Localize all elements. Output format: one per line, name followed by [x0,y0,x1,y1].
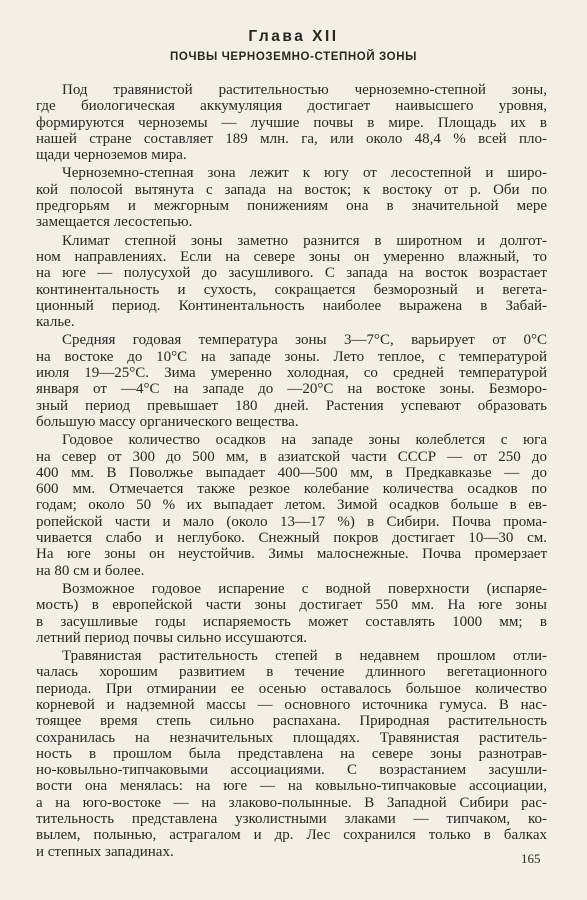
paragraph [36,232,547,331]
text-line: Травянистая растительность степей в недавнем прошлом отли- [62,648,547,665]
paragraph [36,648,547,860]
text-line: 600 мм. Отмечается также резкое колебание количества осадков по [36,481,547,498]
text-line: на 80 см и более. [36,562,145,579]
text-line: ционный период. Континентальность наиболее выражена в Забай- [36,297,547,314]
text-line: ропейской части и мало (около 13—17 %) в Сибири. Почва прома- [36,513,547,530]
text-line: периода. При отмирании ее осенью оставалось большое количество [36,680,547,697]
text-line: большую массу органического вещества. [36,413,299,430]
text-line: ность в прошлом была представлена на севере зоны разнотрав- [36,745,547,762]
text-line: а на юго-востоке — на злаково-полынные. В Западной Сибири рас- [36,794,547,811]
text-line: мость) в европейской части зоны достигает 550 мм. На юге зоны [36,597,547,614]
text-line: на юге — полусухой до засушливого. С запада на восток возрастает [36,265,547,282]
text-line: и степных западинах. [36,843,174,860]
text-line: вости она менялась: на юге — на ковыльно-типчаковые ассоциации, [36,778,547,795]
paragraph [36,580,547,646]
paragraph [36,332,547,430]
text-line: Возможное годовое испарение с водной поверхности (испаряе- [62,580,547,597]
text-line: годам; около 50 % их выпадает летом. Зимой осадков больше в ев- [36,497,547,514]
text-line: на востоке до 10°С на западе зоны. Лето теплое, с температурой [36,348,547,365]
page-number: 165 [521,851,541,866]
text-line: замещается лесостепью. [36,214,193,231]
text-line: чивается слабо и неглубоко. Снежный покров достигает 10—30 см. [36,530,547,547]
text-line: января от —4°С на западе до —20°С на востоке зоны. Безморо- [36,381,547,398]
text-line: сохранилась на незначительных площадях. Травянистая раститель- [36,729,547,746]
paragraph [36,432,547,579]
text-line: ном направлениях. Если на севере зоны он умеренно влажный, то [36,248,547,265]
text-line: континентальность и сухость, сокращается безморозный и вегета- [36,281,547,298]
text-line: Под травянистой растительностью черноземно-степной зоны, [62,82,547,98]
text-line: Климат степной зоны заметно разнится в широтном и долгот- [62,232,547,249]
text-line: на север от 300 до 500 мм, в азиатской части СССР — от 250 до [36,448,547,465]
text-line: Черноземно-степная зона лежит к югу от лесостепной и широ- [62,165,547,182]
text-line: но-ковыльно-типчаковыми ассоциациями. С возрастанием засушли- [36,762,547,779]
text-line: На юге зоны он неустойчив. Зимы малоснежные. Почва промерзает [36,546,547,563]
body-text [36,82,547,860]
text-line: щади черноземов мира. [36,147,187,164]
text-line: в засушливые годы испаряемость может составлять 1000 мм; в [36,613,547,630]
text-line: где биологическая аккумуляция достигает наивысшего уровня, [36,98,547,115]
text-line: зный период превышает 180 дней. Растения успевают образовать [36,397,547,414]
text-line: предгорьям и межгорным понижениям она в значительной мере [36,198,547,215]
text-line: корневой и надземной массы — основного источника гумуса. В нас- [36,696,547,713]
text-line: чалась хорошим развитием в течение длинного вегетационного [36,664,547,681]
text-line: нашей стране составляет 189 млн. га, или около 48,4 % всей пло- [36,130,547,147]
paragraph [36,165,547,231]
text-line: калье. [36,314,75,331]
text-line: 400 мм. В Поволжье выпадает 400—500 мм, в Предкавказье — до [36,464,547,481]
text-line: вылем, полынью, астрагалом и др. Лес сохранился только в балках [36,827,547,844]
text-line: формируются черноземы — лучшие почвы в мире. Площадь их в [36,114,547,131]
text-line: тительность представлена узколистными злаками — типчаком, ко- [36,811,547,828]
text-line: июля 19—25°С. Зима умеренно холодная, со средней температурой [36,365,547,382]
chapter-subtitle: ПОЧВЫ ЧЕРНОЗЕМНО-СТЕПНОЙ ЗОНЫ [170,51,417,63]
text-line: Средняя годовая температура зоны 3—7°С, варьирует от 0°С [62,332,547,349]
paragraph [36,82,547,164]
text-line: тоящее время степь сильно распахана. Природная растительность [36,713,547,730]
text-line: кой полосой вытянута с запада на восток; к востоку от р. Оби по [36,181,547,198]
text-line: летний период почвы сильно иссушаются. [36,629,307,646]
text-line: Годовое количество осадков на западе зоны колеблется с юга [62,432,547,449]
chapter-heading: Глава XII [248,28,339,45]
